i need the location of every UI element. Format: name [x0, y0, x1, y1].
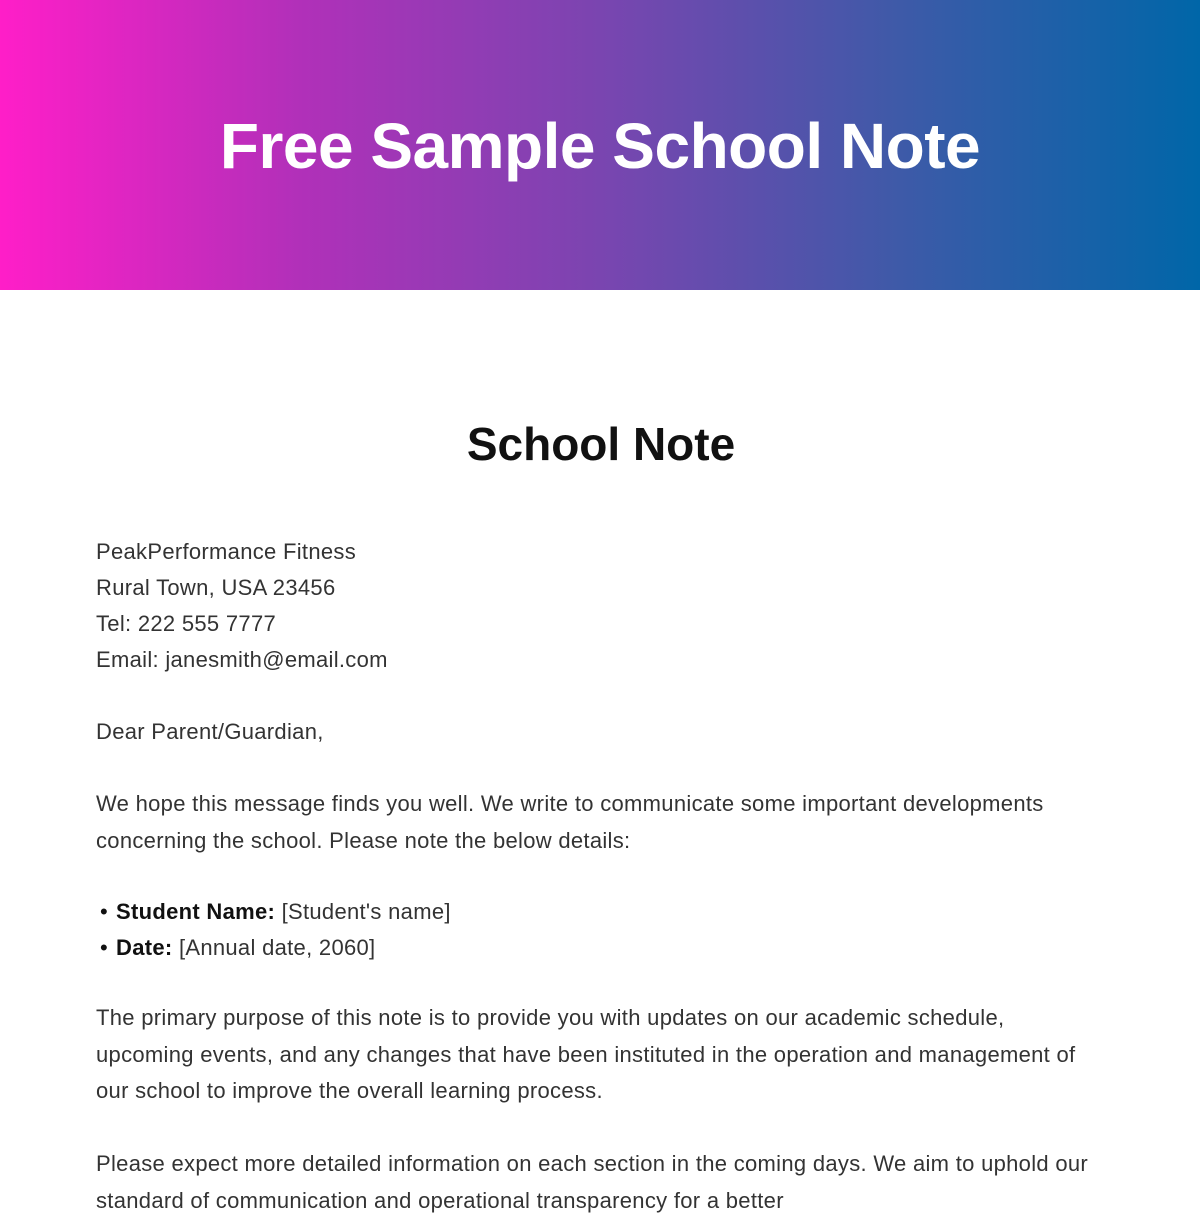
- detail-item-date: [100, 930, 451, 966]
- sender-email: Email: janesmith@email.com: [96, 647, 388, 672]
- purpose-paragraph: The primary purpose of this note is to provide you with updates on our academic schedule, upcoming events, and any changes that have been instituted in the operation and management of our school to improve the overall learning process.: [96, 1005, 1076, 1103]
- banner-title: Free Sample School Note: [219, 110, 981, 182]
- header-banner: [0, 0, 1200, 290]
- document-title: School Note: [466, 418, 736, 470]
- sender-block: [96, 534, 388, 678]
- sender-name: PeakPerformance Fitness: [96, 539, 357, 564]
- detail-value: [Annual date, 2060]: [172, 935, 376, 960]
- details-list: [100, 894, 451, 966]
- greeting: Dear Parent/Guardian,: [96, 719, 324, 744]
- detail-label: Student Name:: [116, 899, 276, 924]
- bullet-icon: •: [100, 935, 109, 960]
- sender-phone: Tel: 222 555 7777: [96, 611, 277, 636]
- detail-value: [Student's name]: [275, 899, 451, 924]
- bullet-icon: •: [100, 899, 109, 924]
- closing-paragraph: Please expect more detailed information on each section in the coming days. We aim to uphold our standard of communication and operational transparency for a better: [96, 1151, 1089, 1213]
- detail-label: Date:: [116, 935, 173, 960]
- intro-paragraph: We hope this message finds you well. We write to communicate some important developments concerning the school. Please note the below details:: [96, 791, 1044, 853]
- sender-address: Rural Town, USA 23456: [96, 575, 336, 600]
- detail-item-student-name: [100, 894, 451, 930]
